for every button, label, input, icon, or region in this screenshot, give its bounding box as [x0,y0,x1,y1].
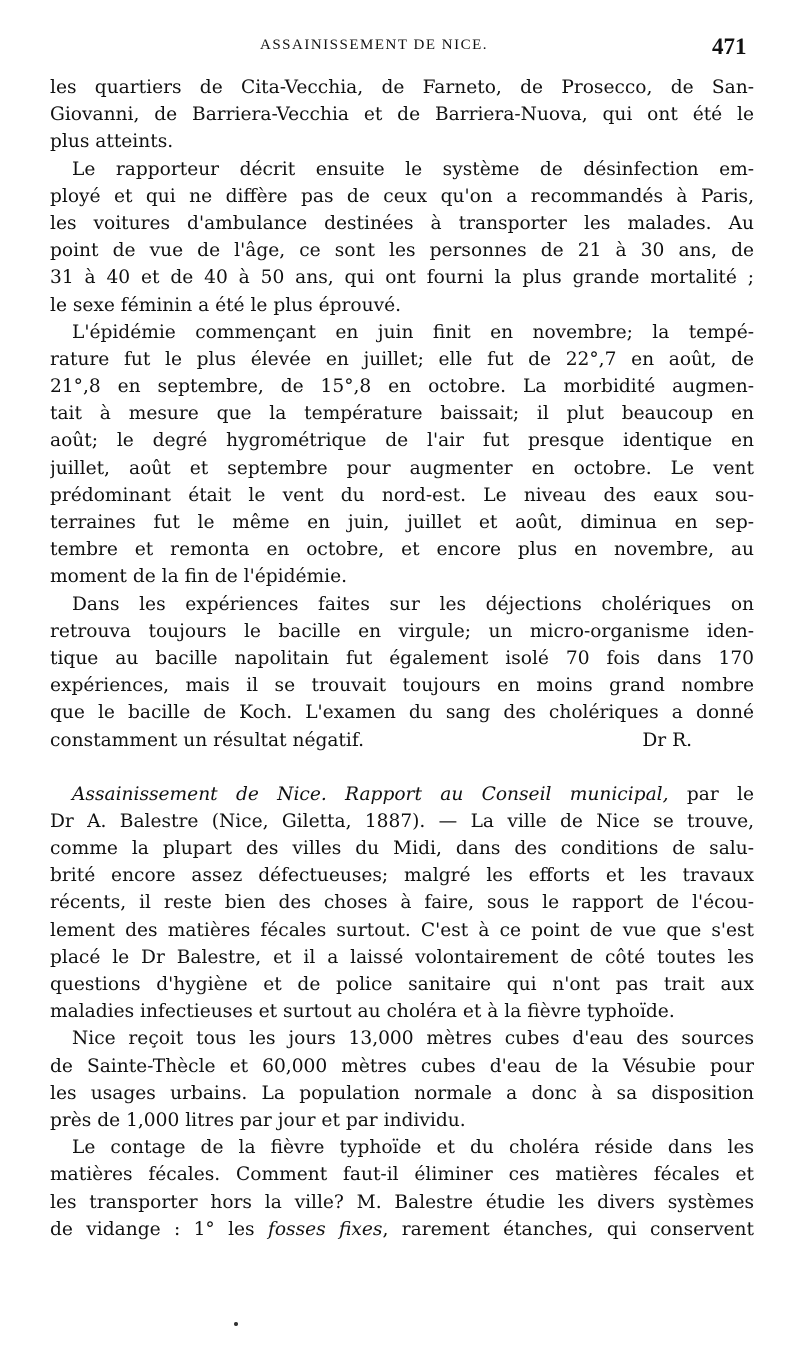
text-line: 31 à 40 et de 40 à 50 ans, qui ont fourni la plus grande mortalité ; [50,267,754,289]
text-line: maladies infectieuses et surtout au choléra et à la fièvre typhoïde. [50,1001,675,1023]
text-line: Giovanni, de Barriera-Vecchia et de Barriera-Nuova, qui ont été le [50,104,754,126]
text-line: récents, il reste bien des choses à faire, sous le rapport de l'écou- [50,892,754,914]
emphasis-text: fosses fixes [267,1218,383,1240]
signature: Dr R. [642,729,692,751]
text-line: ployé et qui ne diffère pas de ceux qu'on a recommandés à Paris, [50,185,754,207]
text-line: les transporter hors la ville? M. Balestre étudie les divers systèmes [50,1191,754,1213]
text-line: les quartiers de Cita-Vecchia, de Farneto, de Prosecco, de San- [50,77,754,98]
text-line [50,727,754,754]
text-fragment: de vidange : 1° les [50,1218,268,1240]
text-line: prédominant était le vent du nord-est. Le niveau des eaux sou- [50,484,754,506]
page-header [0,34,800,64]
review-heading-line [50,781,754,808]
text-line: terraines fut le même en juin, juillet et août, diminua en sep- [50,512,754,533]
text-line: expériences, mais il se trouvait toujours en moins grand nombre [50,675,754,697]
text-line: les voitures d'ambulance destinées à transporter les malades. Au [50,212,754,234]
text-fragment: , rarement étanches, qui conservent [382,1218,754,1240]
text-line: le sexe féminin a été le plus éprouvé. [50,294,401,316]
text-line: lement des matières fécales surtout. C'est à ce point de vue que s'est [50,919,754,941]
review-title: Assainissement de Nice. Rapport au Conseil municipal, [72,783,669,805]
text-line: rature fut le plus élevée en juillet; elle fut de 22°,7 en août, de [50,348,754,370]
text-line: L'épidémie commençant en juin finit en novembre; la tempé- [72,321,754,343]
text-fragment: constamment un résultat négatif. [50,729,364,751]
text-line: point de vue de l'âge, ce sont les personnes de 21 à 30 ans, de [50,240,754,262]
section-gap [50,754,754,781]
text-line: placé le Dr Balestre, et il a laissé volontairement de côté toutes les [50,946,754,968]
text-line: de Sainte-Thècle et 60,000 mètres cubes d'eau de la Vésubie pour [50,1055,754,1077]
text-fragment: par le [668,783,754,805]
text-line: tique au bacille napolitain fut également isolé 70 fois dans 170 [50,647,754,669]
text-line: questions d'hygiène et de police sanitaire qui n'ont pas trait aux [50,974,754,995]
text-line: que le bacille de Koch. L'examen du sang des cholériques a donné [50,702,754,724]
text-line: Le contage de la fièvre typhoïde et du choléra réside dans les [72,1137,754,1159]
text-line: tembre et remonta en octobre, et encore plus en novembre, au [50,539,754,561]
text-line: tait à mesure que la température baissait; il plut beaucoup en [50,403,754,425]
text-line [50,1216,754,1243]
text-line: matières fécales. Comment faut-il éliminer ces matières fécales et [50,1164,754,1186]
text-line: Nice reçoit tous les jours 13,000 mètres cubes d'eau des sources [72,1028,754,1050]
running-head: ASSAINISSEMENT DE NICE. [260,37,488,53]
text-line: moment de la fin de l'épidémie. [50,566,347,588]
text-line: brité encore assez défectueuses; malgré les efforts et les travaux [50,865,754,887]
body-text [50,74,754,1243]
text-line: près de 1,000 litres par jour et par individu. [50,1109,466,1131]
ink-speck [234,1322,238,1326]
text-line: plus atteints. [50,131,174,153]
text-line: 21°,8 en septembre, de 15°,8 en octobre. La morbidité augmen- [50,376,754,398]
text-line: comme la plupart des villes du Midi, dans des conditions de salu- [50,838,754,860]
page-number: 471 [712,34,747,59]
text-line: août; le degré hygrométrique de l'air fut presque identique en [50,430,754,452]
text-line: Le rapporteur décrit ensuite le système de désinfection em- [72,158,754,180]
text-line: Dr A. Balestre (Nice, Giletta, 1887). — La ville de Nice se trouve, [50,810,754,832]
text-line: Dans les expériences faites sur les déjections cholériques on [72,593,754,615]
text-line: les usages urbains. La population normale a donc à sa disposition [50,1082,754,1104]
text-line: retrouva toujours le bacille en virgule; un micro-organisme iden- [50,620,754,642]
text-line: juillet, août et septembre pour augmenter en octobre. Le vent [50,457,754,479]
